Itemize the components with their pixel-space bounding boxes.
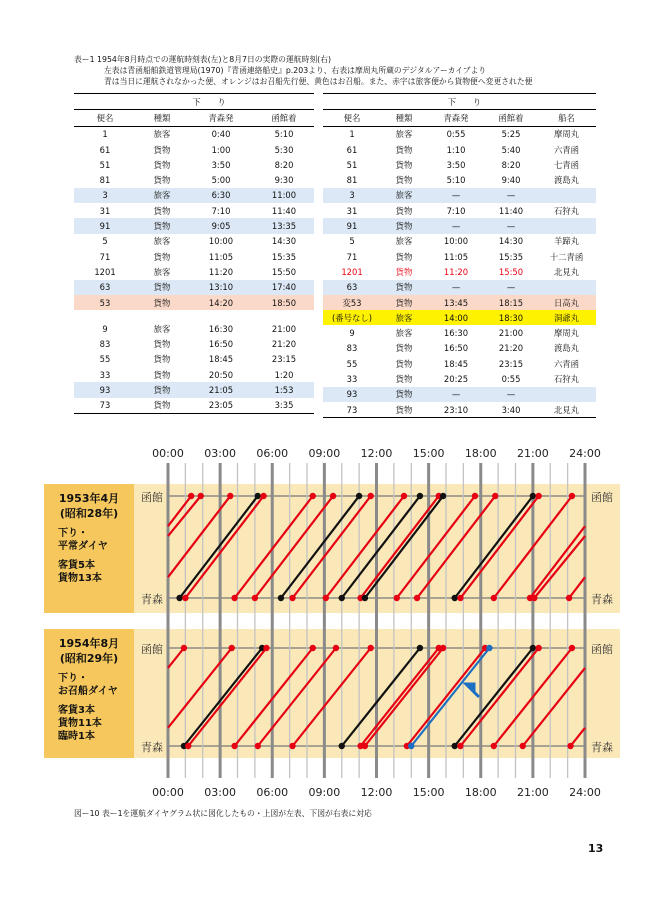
table-cell: 21:05 xyxy=(188,382,254,397)
arrival-dot xyxy=(535,645,541,651)
table-cell: 83 xyxy=(99,339,111,350)
table-cell: 羊蹄丸 xyxy=(553,236,580,247)
table-cell: 23:15 xyxy=(271,354,297,365)
table-cell: 91 xyxy=(74,218,136,233)
table-cell: 1:00 xyxy=(211,144,231,155)
table-cell: 貨物 xyxy=(136,398,188,414)
table-cell: 17:40 xyxy=(254,280,314,295)
departure-dot xyxy=(323,595,329,601)
table-cell: 旅客 xyxy=(153,236,171,247)
departure-dot xyxy=(185,743,191,749)
table-cell: 貨物 xyxy=(395,175,413,186)
table-cell: 0:55 xyxy=(446,129,466,140)
arrival-dot xyxy=(368,493,374,499)
table-cell: — xyxy=(485,188,537,203)
departure-dot xyxy=(289,743,295,749)
table-cell: 摩周丸 xyxy=(553,129,580,140)
table-cell: 15:50 xyxy=(498,266,524,277)
arrival-dot xyxy=(440,493,446,499)
table-cell: 七青函 xyxy=(553,159,580,170)
table-cell: 10:00 xyxy=(208,236,234,247)
table-cell: 23:15 xyxy=(498,358,524,369)
figure-caption: 図ー10 表ー1を運航ダイヤグラム状に図化したもの・上図が左表、下図が右表に対応 xyxy=(74,809,372,818)
panel-count: 臨時1本 xyxy=(58,731,95,742)
time-label-top: 15:00 xyxy=(412,447,445,460)
table-cell: 貨物 xyxy=(395,266,413,277)
arrival-dot xyxy=(440,645,446,651)
time-label-top: 24:00 xyxy=(569,447,601,460)
table-cell: 貨物 xyxy=(395,343,413,354)
table-cell: 8:20 xyxy=(274,159,294,170)
left-header-2: 青森発 xyxy=(188,110,254,126)
table-cell: — xyxy=(427,387,485,402)
arrival-dot xyxy=(417,493,423,499)
table-cell: 旅客 xyxy=(395,236,413,247)
table-cell: 貨物 xyxy=(395,373,413,384)
table-cell: 3:35 xyxy=(254,398,314,414)
panel-desc: 下り・ xyxy=(58,528,88,539)
arrival-dot xyxy=(188,493,194,499)
table-cell: 貨物 xyxy=(153,205,171,216)
table-cell: 73 xyxy=(323,402,381,418)
table-cell: 貨物 xyxy=(153,159,171,170)
table-cell: 13:10 xyxy=(188,280,254,295)
time-label-bottom: 24:00 xyxy=(569,786,601,799)
table-cell: 渡島丸 xyxy=(553,175,580,186)
table-cell: 13:45 xyxy=(427,295,485,310)
table-title-left: 下 り xyxy=(74,94,314,110)
table-cell: 21:20 xyxy=(271,339,297,350)
departure-dot xyxy=(394,595,400,601)
table-cell: 20:25 xyxy=(443,373,469,384)
table-cell: 21:00 xyxy=(271,323,297,334)
table-cell: 23:10 xyxy=(427,402,485,418)
table-cell: 貨物 xyxy=(153,144,171,155)
table-cell: 貨物 xyxy=(395,205,413,216)
departure-dot xyxy=(339,595,345,601)
table-cell: 9:40 xyxy=(501,175,521,186)
table-cell: 53 xyxy=(74,295,136,310)
table-cell: 北見丸 xyxy=(537,402,596,418)
departure-dot xyxy=(278,595,284,601)
panel-title: (昭和28年) xyxy=(59,507,119,520)
time-label-bottom: 12:00 xyxy=(360,786,393,799)
table-cell: — xyxy=(427,188,485,203)
time-label-bottom: 00:00 xyxy=(152,786,184,799)
table-cell: 33 xyxy=(99,369,111,380)
table-cell: 貨物 xyxy=(395,251,413,262)
arrival-dot xyxy=(227,493,233,499)
time-label-top: 21:00 xyxy=(517,447,549,460)
table-cell: 16:30 xyxy=(443,328,469,339)
time-label-top: 03:00 xyxy=(204,447,236,460)
time-label-bottom: 06:00 xyxy=(256,786,289,799)
table-cell: 6:30 xyxy=(188,188,254,203)
panel-count: 客貨5本 xyxy=(58,560,95,571)
table-cell: 10:00 xyxy=(443,236,469,247)
table-cell: 11:40 xyxy=(498,205,524,216)
table-cell: 71 xyxy=(346,251,358,262)
arrival-dot xyxy=(310,493,316,499)
table-cell: 63 xyxy=(74,280,136,295)
arrival-dot xyxy=(198,493,204,499)
station-label-aomori: 青森 xyxy=(141,593,163,606)
table-cell: 23:05 xyxy=(188,398,254,414)
table-cell: 旅客 xyxy=(153,323,171,334)
table-caption-line2: 左表は青函船舶鉄道管理局(1970)『青函連絡船史』p.203より、右表は摩周丸所蔵のデジタルアーカイブより xyxy=(104,66,487,75)
departure-dot xyxy=(457,595,463,601)
left-header-3: 函館着 xyxy=(254,110,314,126)
table-cell: 1 xyxy=(349,129,355,140)
table-cell: 旅客 xyxy=(153,129,171,140)
station-label-hakodate: 函館 xyxy=(591,643,613,656)
table-cell: 5:30 xyxy=(274,144,294,155)
time-label-bottom: 03:00 xyxy=(204,786,236,799)
table-cell: 21:20 xyxy=(498,343,524,354)
table-cell: 六青函 xyxy=(553,144,580,155)
arrival-dot xyxy=(569,645,575,651)
table-cell: 石狩丸 xyxy=(553,373,580,384)
table-cell: 91 xyxy=(323,218,381,233)
arrival-dot xyxy=(492,493,498,499)
time-label-bottom: 15:00 xyxy=(412,786,445,799)
departure-dot xyxy=(255,743,261,749)
table-cell: 貨物 xyxy=(395,358,413,369)
table-cell: 20:50 xyxy=(208,369,234,380)
panel-title: (昭和29年) xyxy=(59,652,119,665)
table-cell: 貨物 xyxy=(153,251,171,262)
table-cell: 5:10 xyxy=(274,129,294,140)
station-label-hakodate: 函館 xyxy=(141,491,163,504)
arrival-dot xyxy=(486,645,492,651)
arrival-dot xyxy=(368,645,374,651)
table-cell: 3 xyxy=(74,188,136,203)
table-cell: 1201 xyxy=(94,266,116,277)
departure-dot xyxy=(457,743,463,749)
table-cell: 16:50 xyxy=(208,339,234,350)
table-cell: 51 xyxy=(99,159,111,170)
departure-dot xyxy=(451,595,457,601)
table-cell: 9:30 xyxy=(274,175,294,186)
table-cell: 六青函 xyxy=(553,358,580,369)
table-cell: 9:05 xyxy=(188,218,254,233)
table-cell: 貨物 xyxy=(153,369,171,380)
right-header-3: 函館着 xyxy=(485,110,537,126)
table-cell: 14:20 xyxy=(188,295,254,310)
table-cell: 31 xyxy=(99,205,111,216)
table-cell: 石狩丸 xyxy=(553,205,580,216)
panel-desc: お召船ダイヤ xyxy=(58,686,118,697)
departure-dot xyxy=(176,595,182,601)
table-cell: 貨物 xyxy=(381,387,427,402)
table-cell: 3:40 xyxy=(485,402,537,418)
table-cell: 5:40 xyxy=(501,144,521,155)
panel-desc: 平常ダイヤ xyxy=(58,541,108,552)
departure-dot xyxy=(491,595,497,601)
table-cell: 貨物 xyxy=(381,280,427,295)
table-cell: 16:50 xyxy=(443,343,469,354)
time-label-bottom: 18:00 xyxy=(464,786,497,799)
departure-dot xyxy=(231,743,237,749)
table-cell: 8:20 xyxy=(501,159,521,170)
table-cell: 1:10 xyxy=(446,144,466,155)
panel-title: 1954年8月 xyxy=(58,637,120,650)
panel-desc: 下り・ xyxy=(58,673,88,684)
time-label-bottom: 09:00 xyxy=(308,786,341,799)
panel-count: 客貨3本 xyxy=(58,705,95,716)
table-cell: 21:00 xyxy=(498,328,524,339)
table-cell: 0:55 xyxy=(501,373,521,384)
table-cell: 63 xyxy=(323,280,381,295)
table-cell: 14:30 xyxy=(271,236,297,247)
table-cell: 貨物 xyxy=(381,295,427,310)
departure-dot xyxy=(408,743,414,749)
table-cell: 11:40 xyxy=(271,205,297,216)
time-label-top: 09:00 xyxy=(308,447,341,460)
table-cell: — xyxy=(485,280,537,295)
right-header-4: 船名 xyxy=(537,110,596,126)
arrival-dot xyxy=(310,645,316,651)
arrival-dot xyxy=(181,645,187,651)
table-cell: — xyxy=(427,218,485,233)
arrival-dot xyxy=(330,493,336,499)
arrival-dot xyxy=(530,645,536,651)
station-label-hakodate: 函館 xyxy=(591,491,613,504)
table-cell: 15:35 xyxy=(271,251,297,262)
table-cell: 83 xyxy=(346,343,358,354)
arrival-dot xyxy=(535,493,541,499)
arrival-dot xyxy=(530,493,536,499)
departure-dot xyxy=(414,595,420,601)
arrival-dot xyxy=(260,493,266,499)
table-cell: 渡島丸 xyxy=(553,343,580,354)
table-cell: 貨物 xyxy=(136,280,188,295)
table-cell: 31 xyxy=(346,205,358,216)
station-label-hakodate: 函館 xyxy=(141,643,163,656)
departure-dot xyxy=(566,595,572,601)
table-cell: 13:35 xyxy=(254,218,314,233)
table-cell: 5:25 xyxy=(501,129,521,140)
table-cell: 18:50 xyxy=(254,295,314,310)
table-cell: 11:05 xyxy=(443,251,469,262)
table-cell: 5:00 xyxy=(211,175,231,186)
table-cell: 71 xyxy=(99,251,111,262)
station-label-aomori: 青森 xyxy=(591,741,613,754)
table-cell: 旅客 xyxy=(381,310,427,325)
table-cell: — xyxy=(485,218,537,233)
departure-dot xyxy=(252,595,258,601)
departure-dot xyxy=(362,743,368,749)
table-cell: 5:10 xyxy=(446,175,466,186)
table-cell: 16:30 xyxy=(208,323,234,334)
time-label-top: 06:00 xyxy=(256,447,289,460)
station-label-aomori: 青森 xyxy=(591,593,613,606)
arrival-dot xyxy=(401,493,407,499)
table-cell: 33 xyxy=(346,373,358,384)
table-cell: 摩周丸 xyxy=(553,328,580,339)
table-cell: 変53 xyxy=(323,295,381,310)
table-cell: 7:10 xyxy=(211,205,231,216)
table-cell: 7:10 xyxy=(446,205,466,216)
time-label-top: 00:00 xyxy=(152,447,184,460)
departure-dot xyxy=(491,743,497,749)
departure-dot xyxy=(531,595,537,601)
panel-count: 貨物13本 xyxy=(58,573,102,584)
table-cell: 61 xyxy=(346,144,358,155)
table-cell: 11:00 xyxy=(254,188,314,203)
table-cell: 貨物 xyxy=(395,144,413,155)
table-cell: 日高丸 xyxy=(537,295,596,310)
table-cell: 18:45 xyxy=(443,358,469,369)
table-title-right: 下 り xyxy=(323,94,596,110)
table-cell: (番号なし) xyxy=(323,310,381,325)
left-header-0: 便名 xyxy=(74,110,136,126)
table-cell: 93 xyxy=(74,382,136,397)
table-caption-line3: 青は当日に運航されなかった便、オレンジはお召船先行便、黄色はお召船。また、赤字は旅客便から貨物便へ変更された便 xyxy=(104,77,533,86)
right-header-2: 青森発 xyxy=(427,110,485,126)
table-cell: 北見丸 xyxy=(553,266,580,277)
table-cell: 5 xyxy=(349,236,355,247)
time-label-bottom: 21:00 xyxy=(517,786,549,799)
table-cell: 5 xyxy=(102,236,108,247)
table-cell: 55 xyxy=(346,358,358,369)
time-label-top: 12:00 xyxy=(360,447,393,460)
table-cell: 1 xyxy=(102,129,108,140)
table-cell: 15:35 xyxy=(498,251,524,262)
table-cell: 0:40 xyxy=(211,129,231,140)
departure-dot xyxy=(451,743,457,749)
table-cell: 貨物 xyxy=(381,218,427,233)
arrival-dot xyxy=(255,493,261,499)
table-cell: 旅客 xyxy=(136,188,188,203)
table-cell: 旅客 xyxy=(395,129,413,140)
table-cell: — xyxy=(427,280,485,295)
arrival-dot xyxy=(472,493,478,499)
panel-count: 貨物11本 xyxy=(58,718,102,729)
table-cell: 14:30 xyxy=(498,236,524,247)
table-cell: 14:00 xyxy=(427,310,485,325)
table-cell: 18:45 xyxy=(208,354,234,365)
arrival-dot xyxy=(356,493,362,499)
table-cell: 1:53 xyxy=(254,382,314,397)
table-cell: 旅客 xyxy=(395,328,413,339)
departure-dot xyxy=(289,595,295,601)
panel-title: 1953年4月 xyxy=(58,492,120,505)
table-cell: 61 xyxy=(99,144,111,155)
table-cell: 11:20 xyxy=(208,266,234,277)
arrival-dot xyxy=(569,493,575,499)
arrival-dot xyxy=(263,645,269,651)
table-cell: 貨物 xyxy=(136,382,188,397)
table-cell: 11:05 xyxy=(208,251,234,262)
table-caption-line1: 表ー1 1954年8月時点での運航時刻表(左)と8月7日の実際の運航時刻(右) xyxy=(74,55,332,64)
table-cell: 1201 xyxy=(341,266,363,277)
left-header-1: 種類 xyxy=(136,110,188,126)
departure-dot xyxy=(567,743,573,749)
table-cell: 十二青函 xyxy=(549,251,584,262)
table-cell: 旅客 xyxy=(381,188,427,203)
table-cell: 18:15 xyxy=(485,295,537,310)
table-cell: 貨物 xyxy=(153,339,171,350)
arrival-dot xyxy=(333,645,339,651)
departure-dot xyxy=(231,595,237,601)
table-cell: 貨物 xyxy=(153,354,171,365)
table-cell: 81 xyxy=(99,175,111,186)
departure-dot xyxy=(339,743,345,749)
arrival-dot xyxy=(229,645,235,651)
table-cell: 18:30 xyxy=(485,310,537,325)
table-cell: 55 xyxy=(99,354,111,365)
page-number: 13 xyxy=(588,842,604,855)
table-cell: 3:50 xyxy=(446,159,466,170)
table-cell: 3:50 xyxy=(211,159,231,170)
table-cell: 貨物 xyxy=(381,402,427,418)
right-header-1: 種類 xyxy=(381,110,427,126)
table-cell: 51 xyxy=(346,159,358,170)
table-cell: 15:50 xyxy=(271,266,297,277)
table-cell: — xyxy=(485,387,537,402)
table-cell: 9 xyxy=(102,323,108,334)
departure-dot xyxy=(520,743,526,749)
arrival-dot xyxy=(417,645,423,651)
table-cell: 貨物 xyxy=(153,175,171,186)
table-cell: 9 xyxy=(349,328,355,339)
table-cell: 1:20 xyxy=(274,369,294,380)
table-cell: 93 xyxy=(323,387,381,402)
table-cell: 貨物 xyxy=(136,218,188,233)
table-cell: 81 xyxy=(346,175,358,186)
departure-dot xyxy=(362,595,368,601)
table-cell: 洞爺丸 xyxy=(537,310,596,325)
right-header-0: 便名 xyxy=(323,110,381,126)
time-label-top: 18:00 xyxy=(464,447,497,460)
table-cell: 3 xyxy=(323,188,381,203)
table-cell: 旅客 xyxy=(153,266,171,277)
table-cell: 11:20 xyxy=(443,266,469,277)
table-cell: 貨物 xyxy=(136,295,188,310)
table-cell: 貨物 xyxy=(395,159,413,170)
table-cell: 73 xyxy=(74,398,136,414)
station-label-aomori: 青森 xyxy=(141,741,163,754)
departure-dot xyxy=(182,595,188,601)
